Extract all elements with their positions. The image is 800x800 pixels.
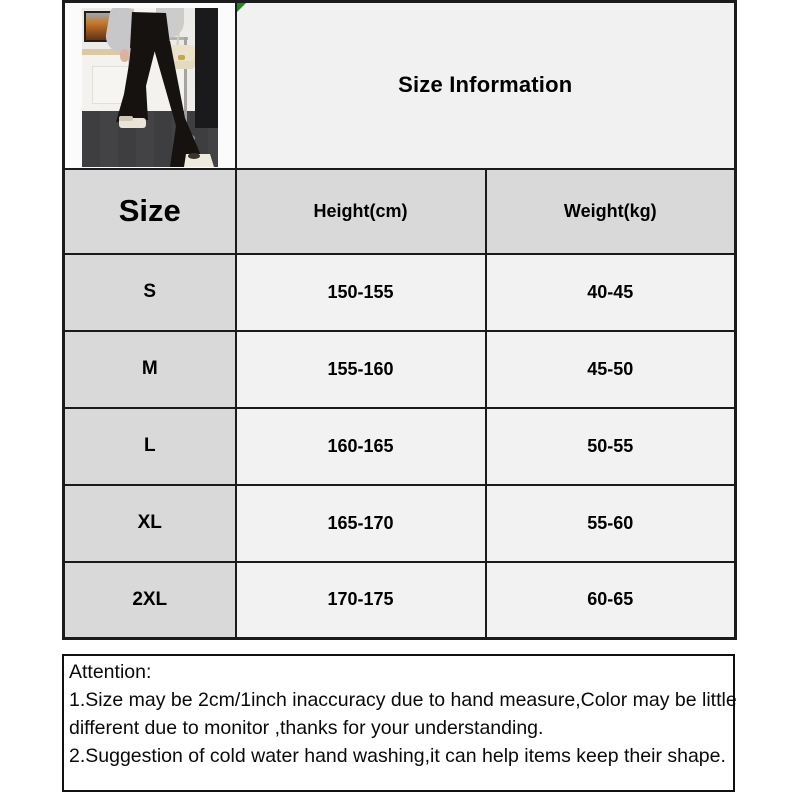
product-photo: [82, 8, 218, 167]
height-cell: 170-175: [236, 562, 486, 639]
height-cell: 165-170: [236, 485, 486, 562]
table-row: [64, 408, 736, 485]
size-cell: 2XL: [64, 562, 236, 639]
table-row: [64, 254, 736, 331]
weight-cell: 60-65: [486, 562, 736, 639]
weight-cell: 55-60: [486, 485, 736, 562]
height-cell: 155-160: [236, 331, 486, 408]
size-cell: S: [64, 254, 236, 331]
column-header-weight: Weight(kg): [486, 169, 736, 254]
height-cell: 150-155: [236, 254, 486, 331]
column-header-size: Size: [64, 169, 236, 254]
title-row: [64, 2, 736, 169]
column-header-height: Height(cm): [236, 169, 486, 254]
attention-heading: Attention:: [69, 661, 152, 683]
attention-text-line: 1.Size may be 2cm/1inch inaccuracy due to hand measure,Color may be little: [69, 689, 737, 711]
attention-text-line: different due to monitor ,thanks for your understanding.: [69, 717, 544, 739]
page-title: Size Information: [398, 72, 573, 98]
attention-note: [62, 654, 735, 792]
table-row: [64, 331, 736, 408]
weight-cell: 50-55: [486, 408, 736, 485]
product-photo-cell: [64, 2, 236, 169]
title-cell: [236, 2, 736, 169]
size-cell: XL: [64, 485, 236, 562]
weight-cell: 45-50: [486, 331, 736, 408]
weight-cell: 40-45: [486, 254, 736, 331]
header-row: [64, 169, 736, 254]
photo-flared-pants: [82, 8, 218, 167]
size-cell: L: [64, 408, 236, 485]
cell-corner-marker-icon: [237, 3, 246, 12]
table-row: [64, 485, 736, 562]
height-cell: 160-165: [236, 408, 486, 485]
size-table: [62, 0, 737, 640]
attention-text-line: 2.Suggestion of cold water hand washing,it can help items keep their shape.: [69, 745, 726, 767]
table-row: [64, 562, 736, 639]
size-cell: M: [64, 331, 236, 408]
